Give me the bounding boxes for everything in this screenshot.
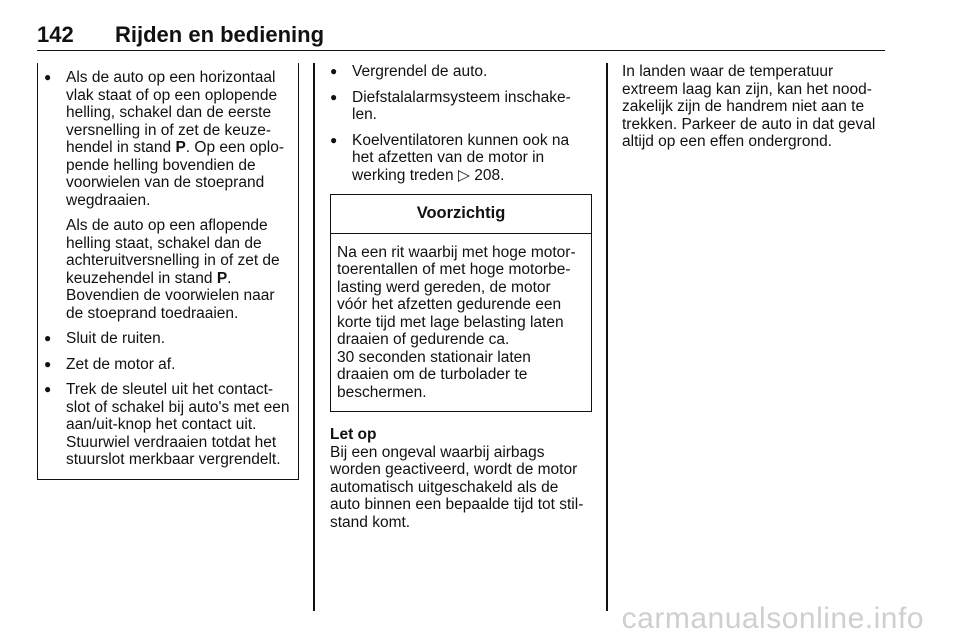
- page-reference-link[interactable]: 208: [474, 166, 501, 184]
- list-item: ● Zet de motor af.: [44, 356, 294, 374]
- list-item: ● Als de auto op een horizontaal vlak staat of op een oplopende helling, schakel dan de eerste versnelling in of zet de keuze-hendel in stand P. Op een oplo-pende helling bovendien de voorwielen van de stoeprand wegdraaien.: [44, 69, 294, 209]
- page-number: 142: [37, 22, 74, 47]
- body-paragraph: In landen waar de temperatuur extreem laag kan zijn, kan het nood-zakelijk zijn de handrem niet aan te trekken. Parkeer de auto in dat geval altijd op een effen ondergrond.: [622, 63, 876, 150]
- column-divider: [606, 63, 608, 611]
- list-item: ● Koelventilatoren kunnen ook na het afzetten van de motor in werking treden ▷ 208.: [330, 132, 592, 185]
- column-divider: [313, 63, 315, 611]
- list-item: ● Trek de sleutel uit het contact-slot of schakel bij auto's met een aan/uit-knop het contact uit. Stuurwiel verdraaien totdat het stuurslot merkbaar vergrendelt.: [44, 381, 294, 469]
- parking-steps-box: [37, 63, 299, 480]
- list-item: ● Diefstalalarmsysteem inschake-len.: [330, 89, 592, 124]
- column-left: [37, 63, 299, 480]
- page-header: [37, 22, 885, 51]
- watermark: carmanualsonline.info: [621, 602, 924, 635]
- caution-title: Voorzichtig: [331, 195, 591, 234]
- caution-box: [330, 194, 592, 412]
- list-item: ● Sluit de ruiten.: [44, 330, 294, 348]
- section-title: Rijden en bediening: [115, 22, 325, 47]
- column-right: [622, 63, 887, 151]
- caution-body: Na een rit waarbij met hoge motor-toerentallen of met hoge motorbe-lasting werd gereden, de motor vóór het afzetten gedurende een korte tijd met lage belasting laten draaien of gedurende ca. 30 seconden stationair laten draaien om de turbolader te beschermen.: [337, 243, 576, 401]
- note-title: Let op: [330, 426, 377, 443]
- page-reference-icon[interactable]: ▷: [457, 166, 470, 184]
- list-item-continuation: Als de auto op een aflopende helling staat, schakel dan de achteruitversnelling in of zet de keuzehendel in stand P. Bovendien de voorwielen naar de stoeprand toedraaien.: [66, 217, 280, 322]
- note-body: Bij een ongeval waarbij airbags worden geactiveerd, wordt de motor automatisch uitgeschakeld als de auto binnen een bepaalde tijd tot stil-stand komt.: [330, 443, 584, 531]
- column-middle: [330, 63, 592, 531]
- list-item: ● Vergrendel de auto.: [330, 63, 592, 81]
